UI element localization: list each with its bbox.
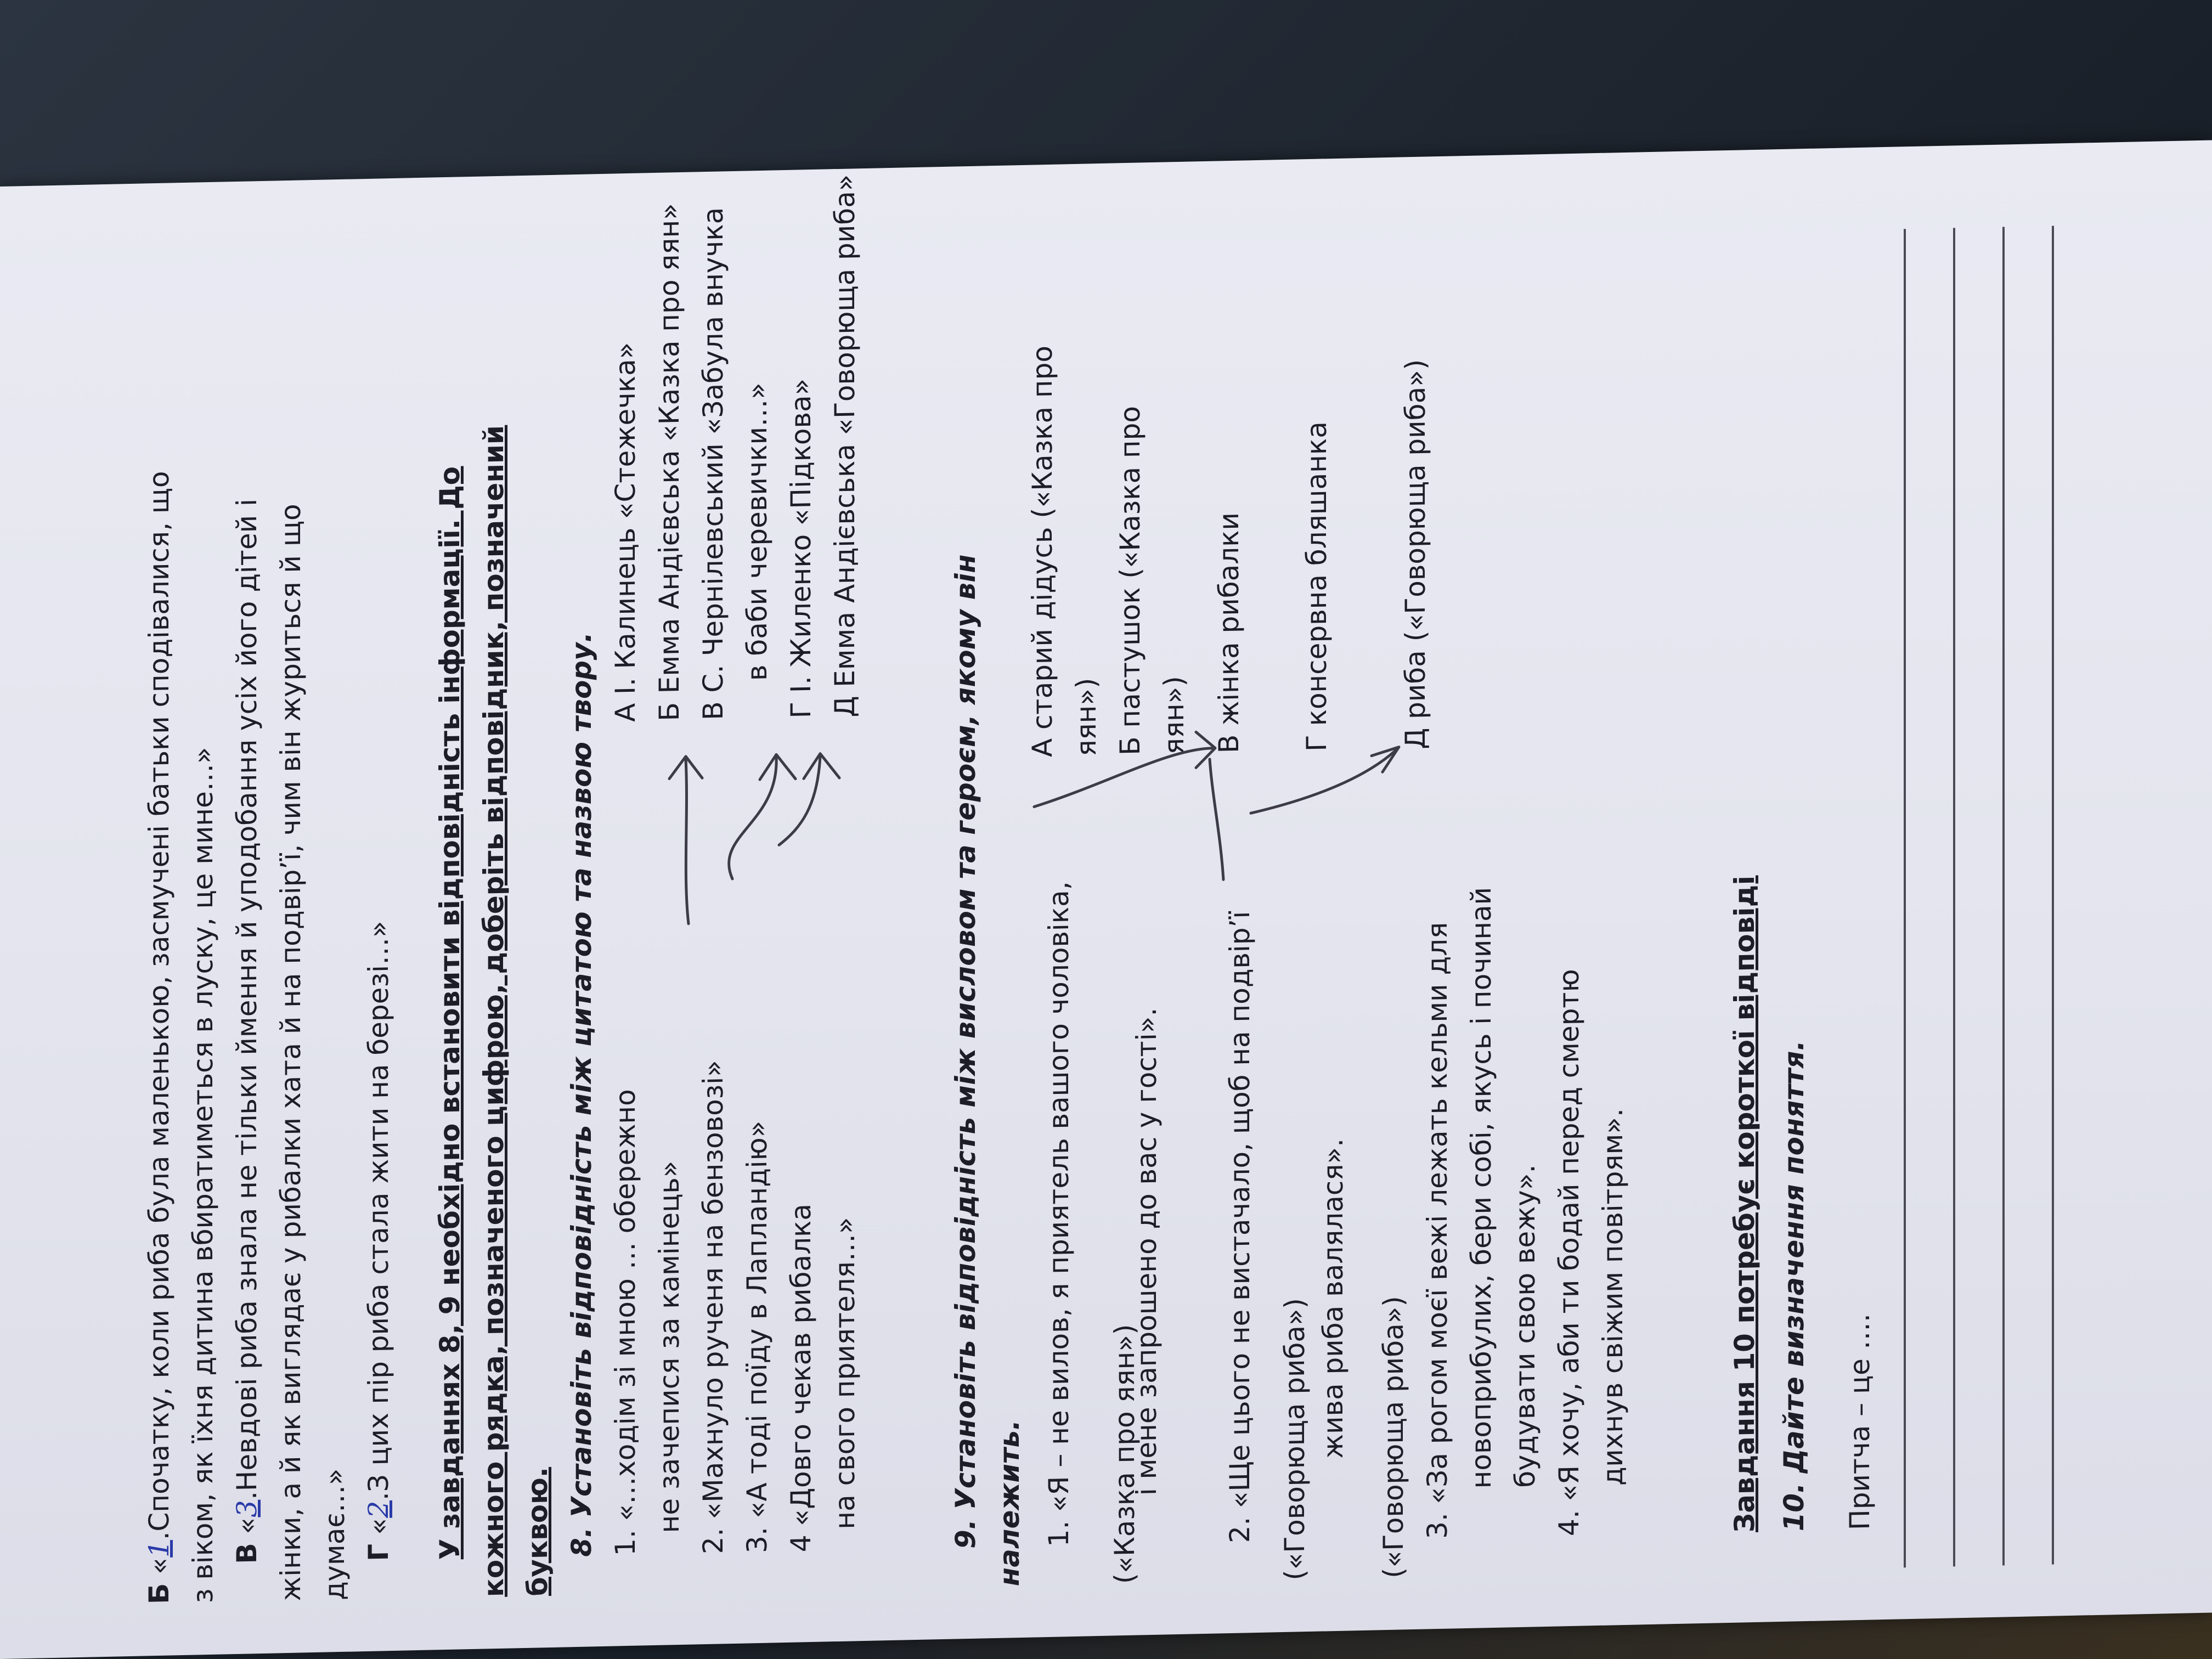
option-text: жінки, а й як виглядає у рибалки хата й на подвір’ї, чим він журиться й що bbox=[275, 503, 307, 1602]
task9-arrow-2-v bbox=[1210, 759, 1223, 880]
task8-arrow-2-v-head bbox=[669, 756, 702, 778]
worksheet-page bbox=[0, 140, 2212, 1659]
task9-left-item: («Говорюща риба») bbox=[1378, 1295, 1409, 1579]
task9-title: 9. Установіть відповідність між висловом та героєм, якому він bbox=[950, 554, 981, 1549]
task8-left-item: на свого приятеля…» bbox=[829, 1217, 861, 1530]
task9-left-item: 3. «За рогом моєї вежі лежать кельми для bbox=[1421, 922, 1453, 1539]
option-letter: Г bbox=[363, 1543, 394, 1562]
task9-left-item: 1. «Я – не вилов, я приятель вашого чоловіка, bbox=[1043, 881, 1075, 1548]
task9-right-item: яян») bbox=[1158, 675, 1190, 755]
answer-line bbox=[1904, 229, 1906, 1567]
task8-left-item: не зачепися за камінець» bbox=[653, 1160, 685, 1534]
task10-heading: Завдання 10 потребує короткої відповіді bbox=[1729, 875, 1760, 1533]
task9-right-item: Г консервна бляшанка bbox=[1301, 421, 1333, 752]
task9-left-item: 2. «Ще цього не вистачало, щоб на подвір’ї bbox=[1224, 911, 1256, 1544]
handwritten-answer: 2 bbox=[363, 1500, 394, 1519]
option-text: з віком, як їхня дитина вбиратиметься в луску, це мине…» bbox=[187, 747, 219, 1604]
task8-right-item: Г І. Жиленко «Підкова» bbox=[785, 378, 817, 719]
task8-right-item: А І. Калинець «Стежечка» bbox=[610, 342, 641, 723]
task9-right-item: В жінка рибалки bbox=[1213, 512, 1245, 754]
task9-arrow-1-v bbox=[1034, 748, 1212, 807]
task9-title-cont: належить. bbox=[994, 1419, 1025, 1587]
task9-left-item: і мене запрошено до вас у гості». bbox=[1131, 1007, 1163, 1496]
task9-left-item: жива риба валялася». bbox=[1317, 1138, 1349, 1459]
task7-option-b-cont bbox=[181, 747, 225, 1604]
task9-arrow-2-d bbox=[1251, 750, 1396, 814]
task8-right-item: Б Емма Андієвська «Казка про яян» bbox=[653, 202, 685, 722]
option-letter: В bbox=[231, 1542, 263, 1565]
task8-arrow-2-v bbox=[686, 759, 689, 924]
instruction-line: У завданнях 8, 9 необхідно встановити відповідність інформації. До bbox=[434, 466, 466, 1560]
task9-right-item: Б пастушок («Казка про bbox=[1114, 405, 1146, 756]
option-text: думає…» bbox=[319, 1468, 351, 1601]
task9-arrow-2-d-head bbox=[1372, 747, 1399, 772]
task7-option-v-cont2 bbox=[313, 1468, 357, 1601]
answer-line bbox=[2002, 227, 2005, 1565]
task9-left-item: будувати свою вежу». bbox=[1509, 1164, 1541, 1488]
task8-arrow-4-d bbox=[779, 757, 820, 845]
task7-option-v: В «3.Невдові риба знала не тільки ймення й уподобання усіх його дітей і bbox=[231, 498, 263, 1565]
task9-left-item: («Говорюща риба») bbox=[1279, 1297, 1311, 1581]
task10-title: 10. Дайте визначення поняття. bbox=[1778, 1040, 1810, 1532]
task9-left-item: дихнув свіжим повітрям». bbox=[1597, 1108, 1629, 1487]
task10-prompt: Притча – це …. bbox=[1844, 1313, 1876, 1531]
task8-right-item: В С. Чернілевський «Забула внучка bbox=[697, 207, 729, 721]
instruction-line: кожного рядка, позначеного цифрою, доберіть відповідник, позначений bbox=[478, 425, 510, 1598]
answer-line bbox=[1953, 228, 1955, 1566]
task8-left-item: 1. «…ходім зі мною … обережно bbox=[610, 1088, 641, 1556]
option-letter: Б bbox=[143, 1583, 175, 1605]
task9-right-item: яян») bbox=[1070, 677, 1102, 757]
task8-arrow-3-g-head bbox=[760, 754, 795, 780]
task8-left-item: 2. «Махнуло рученя на бензовозі» bbox=[697, 1059, 729, 1555]
task9-right-item: А старий дідусь («Казка про bbox=[1026, 345, 1058, 758]
handwritten-answer: 1 bbox=[143, 1539, 175, 1558]
task9-left-item: 4. «Я хочу, аби ти бодай перед смертю bbox=[1553, 968, 1585, 1537]
task9-left-item: («Казка про яян») bbox=[1109, 1324, 1141, 1584]
option-text: Спочатку, коли риба була маленькою, засмучені батьки сподівалися, що bbox=[143, 471, 175, 1532]
task9-right-item: Д риба («Говорюща риба») bbox=[1400, 359, 1431, 750]
option-text: Невдові риба знала не тільки ймення й уподобання усіх його дітей і bbox=[231, 498, 263, 1492]
task8-right-item: в баби черевички…» bbox=[741, 382, 773, 681]
answer-line bbox=[2052, 226, 2054, 1565]
option-text: З цих пір риба стала жити на березі…» bbox=[363, 920, 394, 1493]
task8-left-item: 3. «А тоді поїду в Лапландію» bbox=[741, 1120, 773, 1554]
worksheet-content bbox=[66, 174, 2096, 1628]
task9-left-item: новоприбулих, бери собі, якусь і починай bbox=[1465, 887, 1497, 1489]
task8-right-item: Д Емма Андієвська «Говорюща риба» bbox=[829, 174, 861, 718]
handwritten-answer: 3 bbox=[231, 1499, 263, 1518]
task8-title: 8. Установіть відповідність між цитатою та назвою твору. bbox=[566, 631, 597, 1558]
task7-option-b: Б «1.Спочатку, коли риба була маленькою, засмучені батьки сподівалися, що bbox=[143, 471, 175, 1605]
task8-arrow-4-d-head bbox=[804, 753, 839, 778]
task7-option-v-cont bbox=[269, 504, 313, 1602]
instruction-line: буквою. bbox=[522, 1466, 554, 1597]
task8-left-item: 4 «Довго чекав рибалка bbox=[785, 1203, 817, 1553]
task8-arrow-3-g bbox=[729, 757, 777, 879]
task7-option-g: Г «2.З цих пір риба стала жити на березі…» bbox=[363, 920, 394, 1562]
